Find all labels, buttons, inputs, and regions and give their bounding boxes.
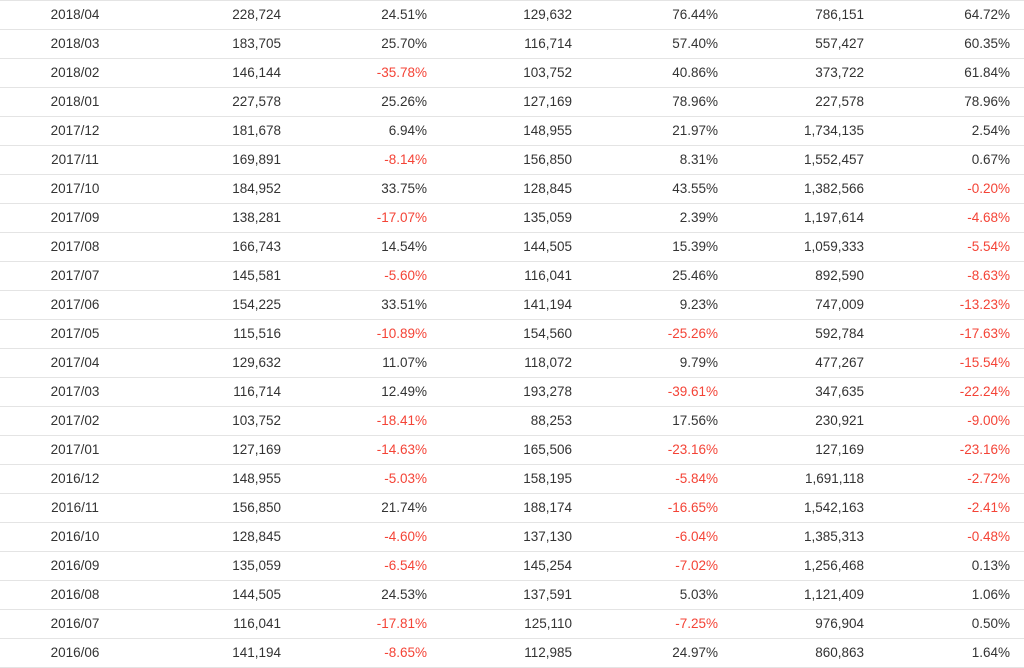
cell-period: 2016/06 xyxy=(0,639,150,668)
cell-value: 144,505 xyxy=(150,581,295,610)
cell-percent: -6.54% xyxy=(295,552,441,581)
cell-value: 1,382,566 xyxy=(732,175,878,204)
cell-percent: 12.49% xyxy=(295,378,441,407)
cell-value: 976,904 xyxy=(732,610,878,639)
cell-percent: -9.00% xyxy=(878,407,1024,436)
cell-percent: 64.72% xyxy=(878,1,1024,30)
cell-percent: -14.63% xyxy=(295,436,441,465)
table-body xyxy=(0,1,1024,668)
cell-percent: 78.96% xyxy=(586,88,732,117)
cell-percent: 76.44% xyxy=(586,1,732,30)
cell-percent: -6.04% xyxy=(586,523,732,552)
table-row xyxy=(0,291,1024,320)
cell-percent: -2.41% xyxy=(878,494,1024,523)
cell-period: 2018/03 xyxy=(0,30,150,59)
cell-period: 2017/12 xyxy=(0,117,150,146)
cell-value: 127,169 xyxy=(441,88,586,117)
cell-value: 141,194 xyxy=(150,639,295,668)
cell-percent: 0.67% xyxy=(878,146,1024,175)
cell-value: 158,195 xyxy=(441,465,586,494)
cell-percent: 9.79% xyxy=(586,349,732,378)
cell-percent: -2.72% xyxy=(878,465,1024,494)
table-row xyxy=(0,204,1024,233)
cell-value: 1,552,457 xyxy=(732,146,878,175)
cell-value: 1,542,163 xyxy=(732,494,878,523)
cell-percent: 0.50% xyxy=(878,610,1024,639)
cell-value: 135,059 xyxy=(150,552,295,581)
cell-value: 144,505 xyxy=(441,233,586,262)
cell-period: 2016/12 xyxy=(0,465,150,494)
cell-percent: 33.75% xyxy=(295,175,441,204)
cell-value: 103,752 xyxy=(441,59,586,88)
cell-value: 128,845 xyxy=(150,523,295,552)
table-row xyxy=(0,436,1024,465)
cell-value: 145,581 xyxy=(150,262,295,291)
table-row xyxy=(0,117,1024,146)
cell-percent: 0.13% xyxy=(878,552,1024,581)
table-row xyxy=(0,552,1024,581)
cell-percent: 25.70% xyxy=(295,30,441,59)
cell-value: 116,041 xyxy=(441,262,586,291)
cell-percent: -8.14% xyxy=(295,146,441,175)
cell-percent: -5.03% xyxy=(295,465,441,494)
table-row xyxy=(0,320,1024,349)
cell-period: 2017/01 xyxy=(0,436,150,465)
cell-value: 154,560 xyxy=(441,320,586,349)
cell-value: 156,850 xyxy=(441,146,586,175)
cell-percent: 40.86% xyxy=(586,59,732,88)
table-row xyxy=(0,175,1024,204)
cell-value: 138,281 xyxy=(150,204,295,233)
cell-percent: -0.20% xyxy=(878,175,1024,204)
cell-percent: -5.84% xyxy=(586,465,732,494)
cell-value: 193,278 xyxy=(441,378,586,407)
cell-period: 2017/10 xyxy=(0,175,150,204)
cell-percent: -18.41% xyxy=(295,407,441,436)
cell-percent: -15.54% xyxy=(878,349,1024,378)
cell-value: 112,985 xyxy=(441,639,586,668)
table-row xyxy=(0,378,1024,407)
cell-value: 169,891 xyxy=(150,146,295,175)
cell-value: 156,850 xyxy=(150,494,295,523)
cell-period: 2016/08 xyxy=(0,581,150,610)
cell-percent: -10.89% xyxy=(295,320,441,349)
cell-percent: 60.35% xyxy=(878,30,1024,59)
cell-value: 1,059,333 xyxy=(732,233,878,262)
cell-value: 127,169 xyxy=(732,436,878,465)
cell-value: 125,110 xyxy=(441,610,586,639)
cell-percent: 17.56% xyxy=(586,407,732,436)
cell-percent: 8.31% xyxy=(586,146,732,175)
cell-percent: 57.40% xyxy=(586,30,732,59)
cell-value: 1,197,614 xyxy=(732,204,878,233)
cell-value: 118,072 xyxy=(441,349,586,378)
cell-value: 145,254 xyxy=(441,552,586,581)
cell-percent: -7.25% xyxy=(586,610,732,639)
cell-value: 141,194 xyxy=(441,291,586,320)
table-row xyxy=(0,639,1024,668)
cell-period: 2017/03 xyxy=(0,378,150,407)
cell-period: 2018/02 xyxy=(0,59,150,88)
cell-percent: -17.07% xyxy=(295,204,441,233)
cell-value: 557,427 xyxy=(732,30,878,59)
cell-value: 137,130 xyxy=(441,523,586,552)
cell-value: 181,678 xyxy=(150,117,295,146)
cell-percent: 2.54% xyxy=(878,117,1024,146)
cell-value: 116,714 xyxy=(441,30,586,59)
cell-value: 103,752 xyxy=(150,407,295,436)
cell-percent: 2.39% xyxy=(586,204,732,233)
cell-value: 786,151 xyxy=(732,1,878,30)
cell-value: 146,144 xyxy=(150,59,295,88)
cell-value: 1,734,135 xyxy=(732,117,878,146)
table-row xyxy=(0,494,1024,523)
cell-period: 2017/02 xyxy=(0,407,150,436)
cell-value: 373,722 xyxy=(732,59,878,88)
cell-percent: 33.51% xyxy=(295,291,441,320)
cell-percent: 78.96% xyxy=(878,88,1024,117)
cell-value: 88,253 xyxy=(441,407,586,436)
cell-percent: -4.68% xyxy=(878,204,1024,233)
cell-value: 1,385,313 xyxy=(732,523,878,552)
cell-percent: 11.07% xyxy=(295,349,441,378)
cell-percent: -17.81% xyxy=(295,610,441,639)
cell-percent: 9.23% xyxy=(586,291,732,320)
cell-period: 2017/04 xyxy=(0,349,150,378)
cell-value: 154,225 xyxy=(150,291,295,320)
cell-period: 2017/07 xyxy=(0,262,150,291)
table-row xyxy=(0,30,1024,59)
cell-percent: -16.65% xyxy=(586,494,732,523)
cell-percent: 24.53% xyxy=(295,581,441,610)
cell-percent: 25.46% xyxy=(586,262,732,291)
table-row xyxy=(0,1,1024,30)
cell-period: 2016/11 xyxy=(0,494,150,523)
cell-value: 227,578 xyxy=(732,88,878,117)
cell-value: 166,743 xyxy=(150,233,295,262)
cell-percent: 14.54% xyxy=(295,233,441,262)
table-row xyxy=(0,262,1024,291)
cell-value: 747,009 xyxy=(732,291,878,320)
cell-value: 115,516 xyxy=(150,320,295,349)
table-row xyxy=(0,233,1024,262)
table-row xyxy=(0,581,1024,610)
cell-value: 116,041 xyxy=(150,610,295,639)
table-row xyxy=(0,523,1024,552)
cell-value: 1,121,409 xyxy=(732,581,878,610)
cell-value: 227,578 xyxy=(150,88,295,117)
cell-percent: -39.61% xyxy=(586,378,732,407)
table-row xyxy=(0,610,1024,639)
cell-percent: 6.94% xyxy=(295,117,441,146)
cell-value: 129,632 xyxy=(150,349,295,378)
cell-value: 128,845 xyxy=(441,175,586,204)
cell-value: 148,955 xyxy=(441,117,586,146)
table-row xyxy=(0,407,1024,436)
cell-value: 230,921 xyxy=(732,407,878,436)
cell-percent: 25.26% xyxy=(295,88,441,117)
cell-value: 135,059 xyxy=(441,204,586,233)
cell-percent: 1.06% xyxy=(878,581,1024,610)
cell-value: 137,591 xyxy=(441,581,586,610)
cell-value: 228,724 xyxy=(150,1,295,30)
cell-value: 184,952 xyxy=(150,175,295,204)
table-row xyxy=(0,59,1024,88)
cell-value: 148,955 xyxy=(150,465,295,494)
cell-percent: 21.74% xyxy=(295,494,441,523)
cell-value: 477,267 xyxy=(732,349,878,378)
cell-percent: -23.16% xyxy=(586,436,732,465)
cell-percent: -8.63% xyxy=(878,262,1024,291)
cell-percent: 1.64% xyxy=(878,639,1024,668)
cell-percent: -5.54% xyxy=(878,233,1024,262)
cell-value: 1,256,468 xyxy=(732,552,878,581)
cell-period: 2016/07 xyxy=(0,610,150,639)
cell-percent: -8.65% xyxy=(295,639,441,668)
cell-period: 2016/09 xyxy=(0,552,150,581)
cell-percent: 43.55% xyxy=(586,175,732,204)
cell-percent: -0.48% xyxy=(878,523,1024,552)
cell-percent: -25.26% xyxy=(586,320,732,349)
cell-period: 2017/06 xyxy=(0,291,150,320)
cell-percent: -17.63% xyxy=(878,320,1024,349)
table-row xyxy=(0,349,1024,378)
cell-percent: 5.03% xyxy=(586,581,732,610)
cell-period: 2017/09 xyxy=(0,204,150,233)
cell-value: 1,691,118 xyxy=(732,465,878,494)
cell-value: 183,705 xyxy=(150,30,295,59)
table-row xyxy=(0,465,1024,494)
cell-period: 2017/11 xyxy=(0,146,150,175)
cell-period: 2016/10 xyxy=(0,523,150,552)
cell-percent: -5.60% xyxy=(295,262,441,291)
cell-percent: 15.39% xyxy=(586,233,732,262)
table-row xyxy=(0,88,1024,117)
cell-value: 860,863 xyxy=(732,639,878,668)
table-row xyxy=(0,146,1024,175)
cell-period: 2017/08 xyxy=(0,233,150,262)
cell-value: 188,174 xyxy=(441,494,586,523)
cell-value: 165,506 xyxy=(441,436,586,465)
cell-value: 127,169 xyxy=(150,436,295,465)
cell-period: 2018/04 xyxy=(0,1,150,30)
cell-percent: -7.02% xyxy=(586,552,732,581)
cell-value: 129,632 xyxy=(441,1,586,30)
cell-value: 892,590 xyxy=(732,262,878,291)
cell-period: 2018/01 xyxy=(0,88,150,117)
cell-percent: 21.97% xyxy=(586,117,732,146)
cell-percent: -35.78% xyxy=(295,59,441,88)
cell-period: 2017/05 xyxy=(0,320,150,349)
cell-percent: 61.84% xyxy=(878,59,1024,88)
cell-percent: -23.16% xyxy=(878,436,1024,465)
cell-value: 116,714 xyxy=(150,378,295,407)
cell-percent: 24.51% xyxy=(295,1,441,30)
cell-value: 592,784 xyxy=(732,320,878,349)
cell-percent: -22.24% xyxy=(878,378,1024,407)
cell-percent: 24.97% xyxy=(586,639,732,668)
cell-value: 347,635 xyxy=(732,378,878,407)
cell-percent: -13.23% xyxy=(878,291,1024,320)
cell-percent: -4.60% xyxy=(295,523,441,552)
